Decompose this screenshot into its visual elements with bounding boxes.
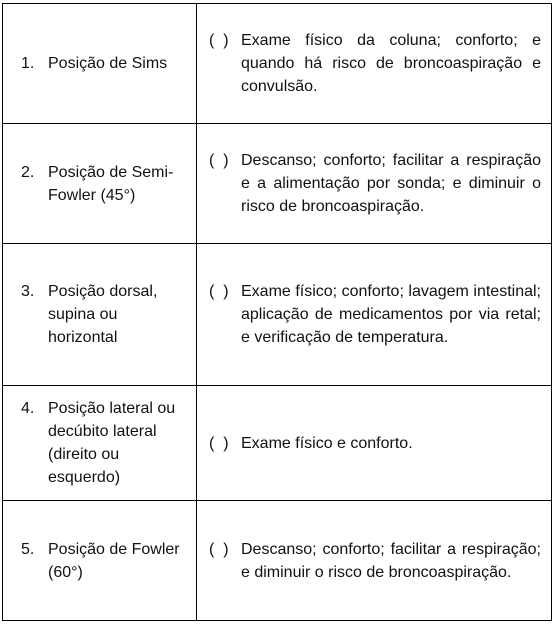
position-number: 3.: [21, 283, 35, 300]
answer-box[interactable]: ( ): [209, 283, 229, 300]
position-label: Posição de Sims: [48, 55, 168, 72]
position-cell: [3, 4, 197, 124]
position-label: Posição de Fowler (60°): [48, 540, 180, 581]
description-cell: [197, 244, 552, 386]
position-number: 1.: [21, 55, 35, 72]
description-text: Exame físico e conforto.: [241, 434, 413, 452]
matching-table: [2, 3, 552, 621]
position-number: 2.: [21, 163, 35, 181]
description-cell: [197, 386, 552, 501]
description-text: Descanso; conforto; facilitar a respiração; e diminuir o risco de broncoaspiração.: [241, 540, 541, 581]
position-number: 4.: [21, 400, 35, 417]
answer-box[interactable]: ( ): [209, 32, 229, 49]
table-row: [3, 244, 552, 386]
table-row: [3, 386, 552, 501]
description-text: Exame físico; conforto; lavagem intestinal; aplicação de medicamentos por via retal; e verificação de temperatura.: [241, 283, 541, 346]
position-label: Posição lateral ou decúbito lateral (direito ou esquerdo): [48, 400, 176, 486]
answer-box[interactable]: ( ): [209, 540, 229, 558]
description-cell: [197, 124, 552, 244]
description-text: Descanso; conforto; facilitar a respiração e a alimentação por sonda; e diminuir o risco de broncoaspiração.: [241, 152, 541, 215]
answer-box[interactable]: ( ): [209, 152, 229, 169]
description-cell: [197, 501, 552, 621]
position-label: Posição de Semi-Fowler (45°): [48, 163, 174, 204]
description-text: Exame físico da coluna; conforto; e quando há risco de broncoaspiração e convulsão.: [241, 32, 541, 95]
position-cell: [3, 124, 197, 244]
position-cell: [3, 386, 197, 501]
position-cell: [3, 501, 197, 621]
table-row: [3, 124, 552, 244]
table-row: [3, 4, 552, 124]
position-number: 5.: [21, 540, 35, 558]
table-row: [3, 501, 552, 621]
description-cell: [197, 4, 552, 124]
answer-box[interactable]: ( ): [209, 434, 229, 452]
position-label: Posição dorsal, supina ou horizontal: [48, 283, 158, 346]
position-cell: [3, 244, 197, 386]
